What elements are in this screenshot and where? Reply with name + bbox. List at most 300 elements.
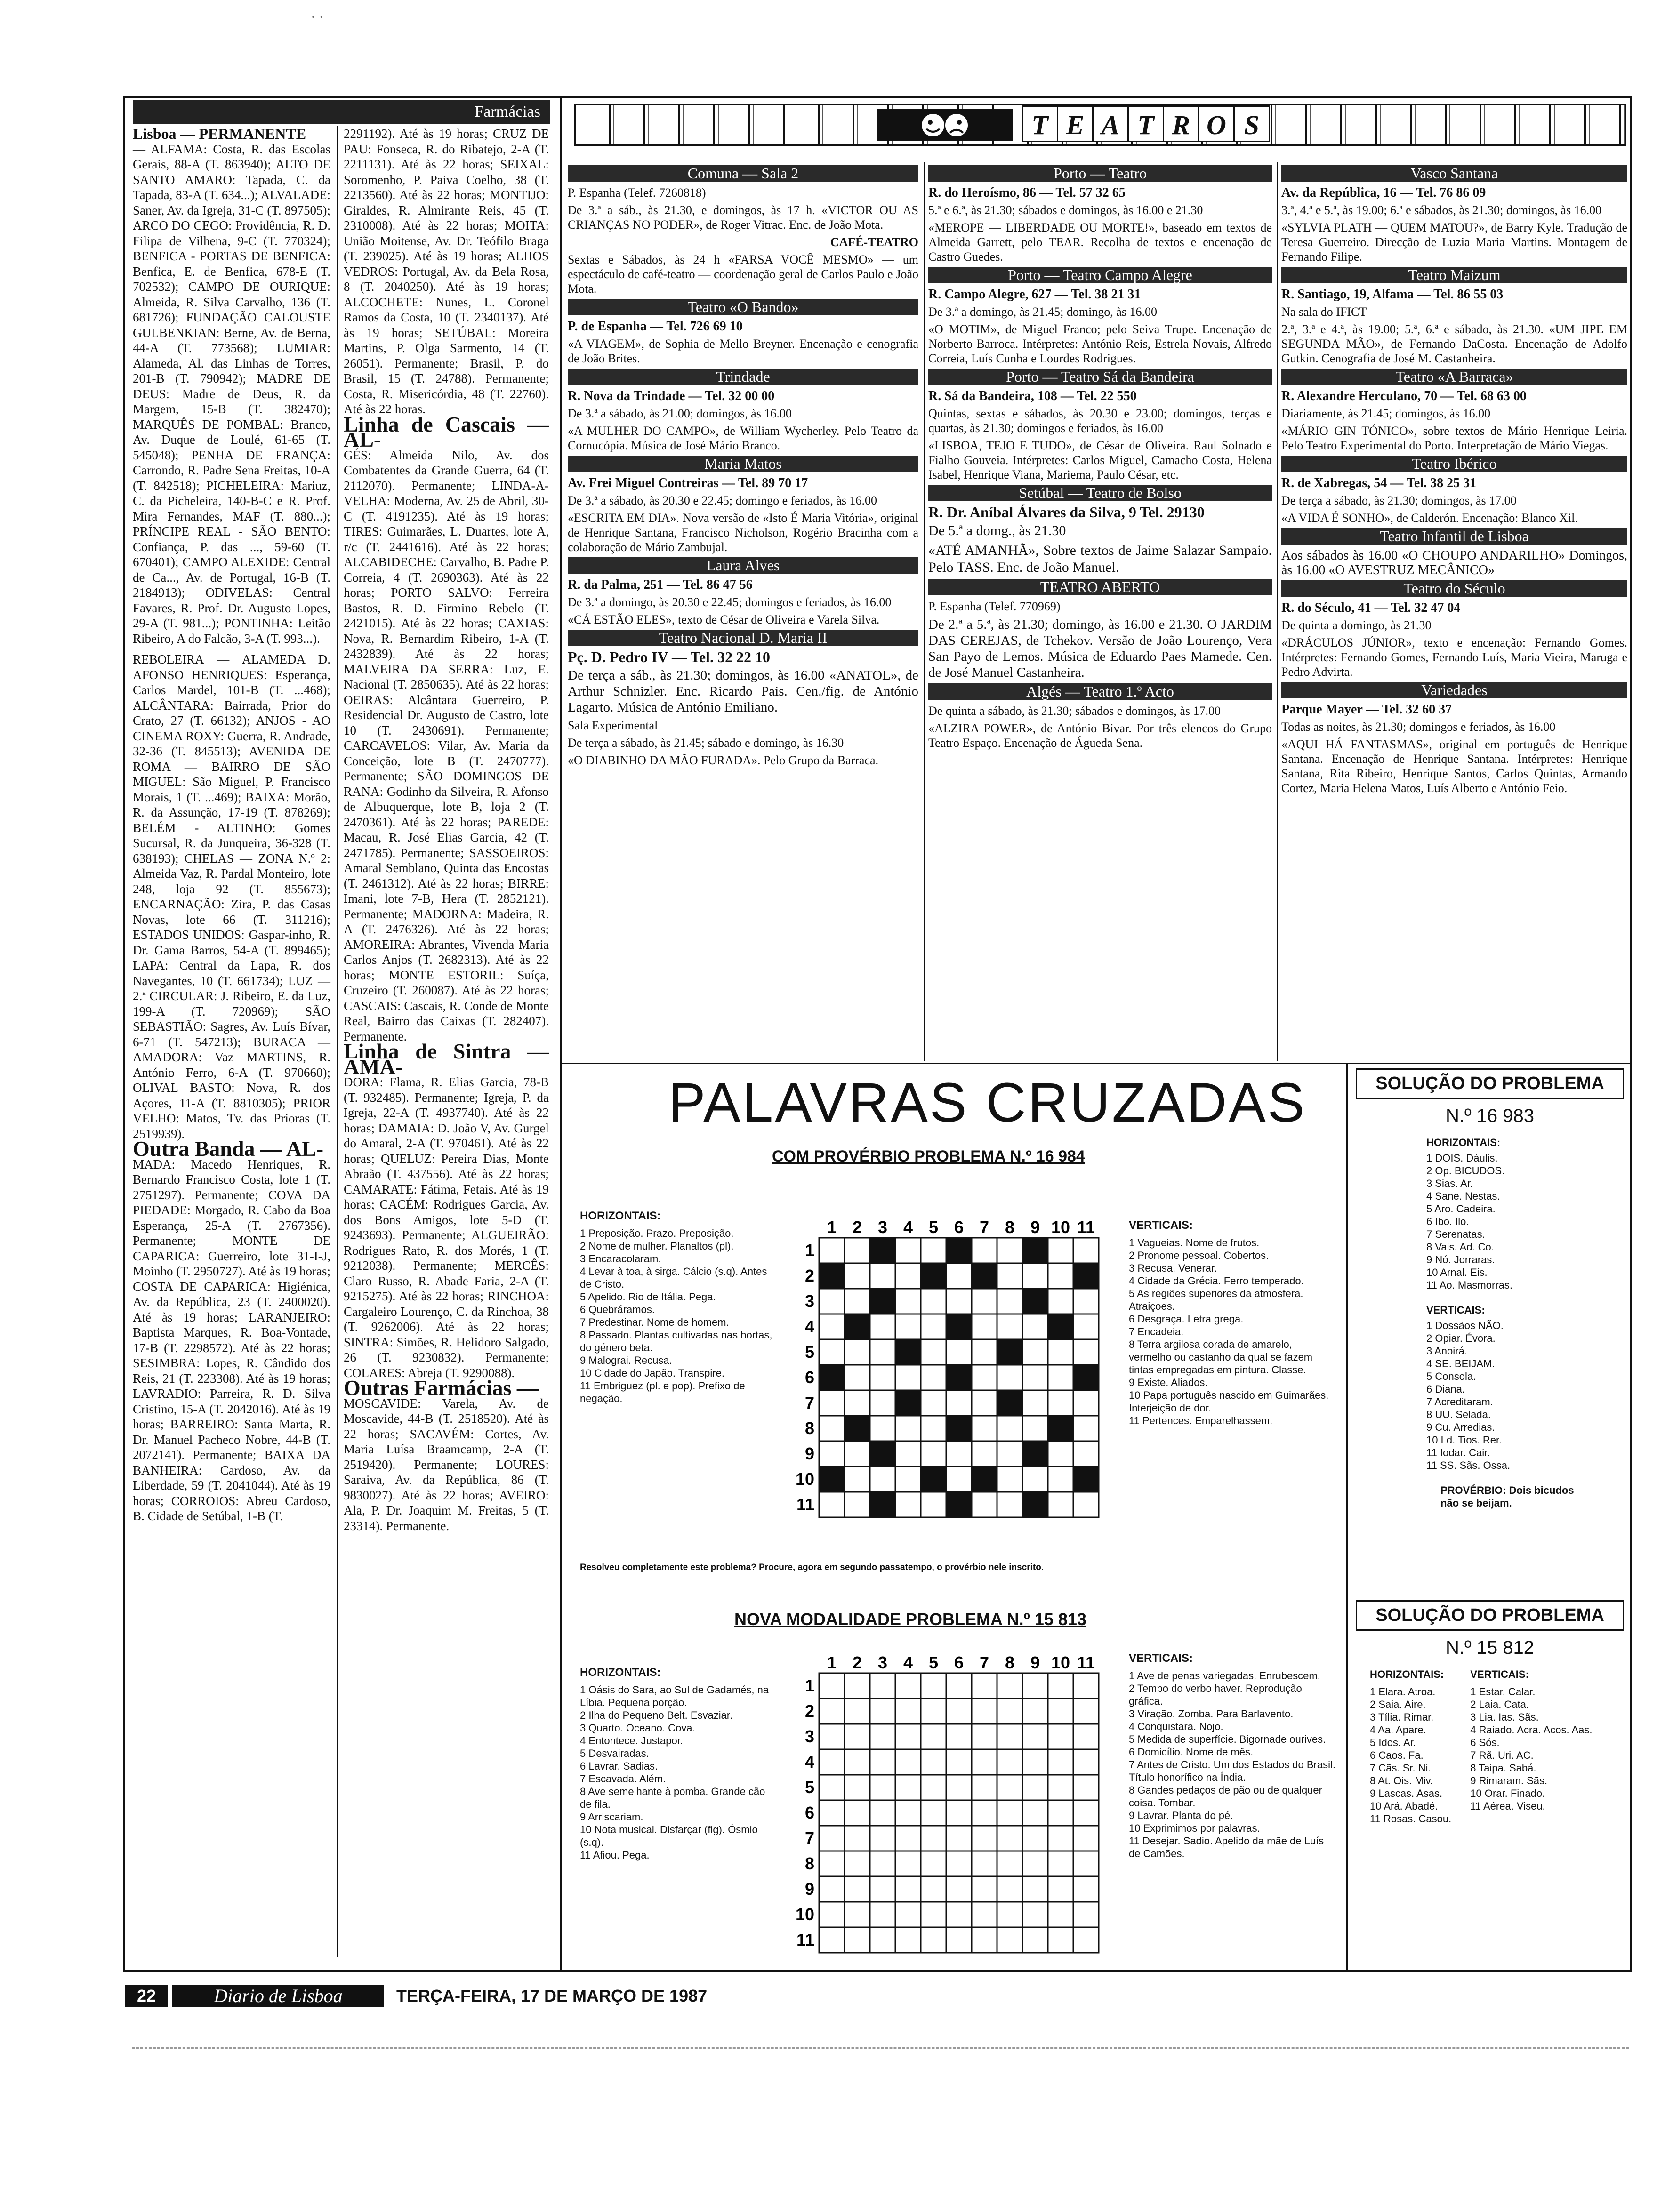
grid-cell[interactable] — [819, 1876, 845, 1902]
grid-cell[interactable] — [946, 1902, 972, 1927]
grid-cell[interactable] — [972, 1416, 997, 1441]
grid-cell[interactable] — [972, 1390, 997, 1416]
grid-cell[interactable] — [895, 1673, 921, 1699]
grid-cell[interactable] — [1022, 1876, 1048, 1902]
grid-cell[interactable] — [845, 1876, 870, 1902]
grid-cell[interactable] — [997, 1902, 1022, 1927]
grid-cell[interactable] — [1073, 1441, 1099, 1467]
grid-cell[interactable] — [819, 1492, 845, 1517]
clue-items — [580, 1683, 778, 1861]
list-item: 11 Rosas. Casou. — [1370, 1813, 1452, 1825]
grid-cell[interactable] — [845, 1724, 870, 1749]
grid-row-number: 10 — [796, 1469, 814, 1489]
puzzle-2-horizontal-clues — [580, 1666, 778, 1861]
grid-row-number: 1 — [804, 1241, 814, 1260]
grid-cell[interactable] — [870, 1699, 895, 1724]
grid-cell[interactable] — [946, 1699, 972, 1724]
grid-cell[interactable] — [972, 1724, 997, 1749]
grid-cell[interactable] — [1048, 1467, 1073, 1492]
grid-black-cell — [1022, 1238, 1048, 1263]
theatre-address: R. Santiago, 19, Alfama — Tel. 86 55 03 — [1281, 287, 1504, 302]
grid-cell[interactable] — [946, 1339, 972, 1365]
grid-cell[interactable] — [972, 1699, 997, 1724]
grid-cell[interactable] — [819, 1775, 845, 1800]
grid-cell[interactable] — [895, 1800, 921, 1826]
theatre-text: «SYLVIA PLATH — QUEM MATOU?», de Barry Kyle. Tradução de Teresa Guerreiro. Direcção de Luzia Maria Martins. Montagem de Fernando Filipe. — [1281, 221, 1627, 264]
grid-cell[interactable] — [1073, 1492, 1099, 1517]
grid-col-number: 9 — [1030, 1218, 1040, 1237]
grid-cell[interactable] — [997, 1416, 1022, 1441]
lisboa-listings-1: — ALFAMA: Costa, R. das Escolas Gerais, 88-A (T. 863940); ALTO DE SANTO AMARO: Tapada, C. da Tapada, 83-A (T. 634...); ALVALADE: Saner, Av. da Igreja, 31-C (T. 897505); ARCO DO CEGO: Providência, R. D. Filipa de Vilhena, 9-C (T. 770324); BENFICA - PORTAS DE BENFICA: Benfica, E. de Benfica, 678-E (T. 702532); CAMPO DE OURIQUE: Almeida, R. Silva Carvalho, 136 (T. 681726); FUNDAÇÃO CALOUSTE GULBENKIAN: Berne, Av. de Berna, 44-A (T. 773568); LUMIAR: Alameda, Al. das Linhas de Torres, 201-B (T. 790942); MADRE DE DEUS: Madre de Deus, R. da Margem, 15-B (T. 382470); MARQUÊS DE POMBAL: Branco, Av. Duque de Loulé, 61-65 (T. 545048); PENHA DE FRANÇA: Carrondo, R. Padre Sena Freitas, 10-A (T. 842518); PICHELEIRA: Mariuz, C. da Picheleira, 140-B-C e R. Prof. Mira Fernandes, MAF (T. 880...); PRÍNCIPE REAL - SÃO BENTO: Confiança, P. das ..., 59-60 (T. 670401); CAMPO ALEXIDE: Central de Ca..., Av. de Portugal, 16-B (T. 2184913); ODIVELAS: Central Favares, R. Prof. Dr. Augusto Lopes, 29-A (T. 981...); PONTINHA: Leitão Ribeiro, A do Falcão, 3-A (T. 993...). — [133, 142, 330, 646]
theatre-heading: Algés — Teatro 1.º Acto — [928, 683, 1272, 700]
grid-cell[interactable] — [921, 1826, 946, 1851]
grid-cell[interactable] — [997, 1851, 1022, 1876]
theatre-text: De 3.ª a domingo, às 21.45; domingo, às 16.00 — [928, 305, 1157, 319]
grid-cell[interactable] — [997, 1800, 1022, 1826]
grid-cell[interactable] — [895, 1927, 921, 1953]
grid-cell[interactable] — [870, 1365, 895, 1390]
grid-cell[interactable] — [946, 1775, 972, 1800]
grid-cell[interactable] — [1022, 1263, 1048, 1289]
grid-cell[interactable] — [1073, 1699, 1099, 1724]
grid-cell[interactable] — [845, 1441, 870, 1467]
theatre-heading: Porto — Teatro Sá da Bandeira — [928, 369, 1272, 385]
grid-cell[interactable] — [1073, 1314, 1099, 1339]
grid-cell[interactable] — [921, 1238, 946, 1263]
grid-cell[interactable] — [1048, 1724, 1073, 1749]
grid-cell[interactable] — [845, 1851, 870, 1876]
grid-cell[interactable] — [845, 1902, 870, 1927]
grid-cell[interactable] — [870, 1724, 895, 1749]
theatre-address: R. Alexandre Herculano, 70 — Tel. 68 63 00 — [1281, 389, 1527, 403]
grid-cell[interactable] — [946, 1724, 972, 1749]
theatre-heading: TEATRO ABERTO — [928, 579, 1272, 595]
puzzle-1-grid[interactable] — [796, 1214, 1120, 1525]
grid-cell[interactable] — [946, 1800, 972, 1826]
grid-cell[interactable] — [997, 1441, 1022, 1467]
grid-black-cell — [1022, 1492, 1048, 1517]
grid-cell[interactable] — [972, 1238, 997, 1263]
grid-cell[interactable] — [845, 1339, 870, 1365]
list-item: 4 Cidade da Grécia. Ferro temperado. — [1129, 1275, 1304, 1287]
grid-cell[interactable] — [870, 1902, 895, 1927]
grid-cell[interactable] — [1022, 1673, 1048, 1699]
grid-cell[interactable] — [819, 1339, 845, 1365]
grid-cell[interactable] — [870, 1390, 895, 1416]
grid-cell[interactable] — [1048, 1699, 1073, 1724]
grid-cell[interactable] — [870, 1826, 895, 1851]
grid-cell[interactable] — [997, 1673, 1022, 1699]
list-item: 6 Domicílio. Nome de mês. — [1129, 1746, 1254, 1758]
grid-cell[interactable] — [997, 1699, 1022, 1724]
grid-cell[interactable] — [946, 1441, 972, 1467]
grid-cell[interactable] — [819, 1699, 845, 1724]
grid-cell[interactable] — [819, 1314, 845, 1339]
grid-cell[interactable] — [1048, 1749, 1073, 1775]
grid-cell[interactable] — [1048, 1390, 1073, 1416]
grid-cell[interactable] — [1022, 1775, 1048, 1800]
grid-cell[interactable] — [921, 1365, 946, 1390]
list-item: 8 Terra argilosa corada de amarelo, vermelho ou castanho da qual se fazem tintas empregadas em pintura. Classe. — [1129, 1338, 1313, 1376]
theatre-text: «DRÁCULOS JÚNIOR», texto e encenação: Fernando Gomes. Intérpretes: Fernando Gomes, Fernando Luís, Maria Vieira, Maruga e Pedro Advirta. — [1281, 636, 1627, 679]
grid-cell[interactable] — [972, 1673, 997, 1699]
list-item: 7 Predestinar. Nome de homem. — [580, 1316, 729, 1328]
grid-cell[interactable] — [1073, 1673, 1099, 1699]
grid-cell[interactable] — [1048, 1927, 1073, 1953]
grid-cell[interactable] — [1022, 1467, 1048, 1492]
grid-cell[interactable] — [946, 1263, 972, 1289]
grid-cell[interactable] — [895, 1467, 921, 1492]
grid-cell[interactable] — [845, 1365, 870, 1390]
puzzle-2-grid[interactable] — [796, 1650, 1120, 1965]
list-item: 6 Sós. — [1470, 1737, 1500, 1748]
teatros-letter: R — [1163, 105, 1199, 142]
list-item: 5 Aro. Cadeira. — [1426, 1203, 1496, 1215]
grid-cell[interactable] — [1048, 1238, 1073, 1263]
grid-cell[interactable] — [946, 1390, 972, 1416]
grid-cell[interactable] — [819, 1724, 845, 1749]
grid-cell[interactable] — [1048, 1826, 1073, 1851]
list-item: 6 Lavrar. Sadias. — [580, 1760, 658, 1772]
grid-cell[interactable] — [819, 1800, 845, 1826]
theatre-heading: Comuna — Sala 2 — [568, 165, 918, 182]
grid-cell[interactable] — [845, 1492, 870, 1517]
grid-cell[interactable] — [946, 1289, 972, 1314]
theatre-infantil — [1281, 528, 1627, 577]
grid-cell[interactable] — [819, 1441, 845, 1467]
grid-cell[interactable] — [921, 1876, 946, 1902]
grid-cell[interactable] — [819, 1851, 845, 1876]
theatre-nacional — [568, 630, 918, 768]
list-item: 3 Viração. Zomba. Para Barlavento. — [1129, 1708, 1294, 1720]
grid-cell[interactable] — [1022, 1699, 1048, 1724]
theatre-heading: Teatro Nacional D. Maria II — [568, 630, 918, 646]
sintra-heading: Linha de Sintra — AMA- — [344, 1039, 549, 1079]
grid-cell[interactable] — [895, 1775, 921, 1800]
solution-items — [1370, 1685, 1451, 1825]
theatre-heading: Trindade — [568, 369, 918, 385]
grid-cell[interactable] — [1048, 1673, 1073, 1699]
grid-cell[interactable] — [972, 1851, 997, 1876]
grid-cell[interactable] — [845, 1826, 870, 1851]
grid-cell[interactable] — [1073, 1826, 1099, 1851]
grid-col-number: 8 — [1005, 1653, 1015, 1672]
grid-cell[interactable] — [972, 1365, 997, 1390]
grid-cell[interactable] — [946, 1467, 972, 1492]
outra-banda-listings: MADA: Macedo Henriques, R. Bernardo Francisco Costa, lote 1 (T. 2751297). Permanente; COVA DA PIEDADE: Morgado, R. Cabo da Boa Esperança, 25-A (T. 2767356). Permanente; MONTE DE CAPARICA: Guerreiro, lote 31-I-J, Moinho (T. 2950727). Até às 19 horas; COSTA DE CAPARICA: Higiénica, Av. da República, 23 (T. 2400020). Até às 19 horas; LARANJEIRO: Baptista Marques, R. Boa-Vontade, 17-B (T. 2298572). Até às 22 horas; SESIMBRA: Lopes, R. Cândido dos Reis, 21 (T. 223308). Até às 19 horas; LAVRADIO: Parreira, R. D. Silva Cristino, 15-A (T. 2042016). Até às 19 horas; BARREIRO: Santa Marta, R. Dr. Manuel Pacheco Nobre, 44-B (T. 2072141). Permanente; BAIXA DA BANHEIRA: Cardoso, Av. da Liberdade, 59 (T. 2041044). Até às 19 horas; CORROIOS: Abreu Cardoso, B. Cidade de Setúbal, 1-B (T. — [133, 1157, 330, 1523]
grid-cell[interactable] — [997, 1492, 1022, 1517]
grid-cell[interactable] — [1022, 1314, 1048, 1339]
grid-cell[interactable] — [845, 1800, 870, 1826]
grid-cell[interactable] — [972, 1902, 997, 1927]
theatre-address: Av. Frei Miguel Contreiras — Tel. 89 70 17 — [568, 476, 808, 490]
theatre-campo-alegre — [928, 267, 1272, 366]
grid-cell[interactable] — [1073, 1238, 1099, 1263]
grid-cell[interactable] — [946, 1749, 972, 1775]
grid-col-number: 3 — [877, 1218, 888, 1237]
grid-cell[interactable] — [921, 1441, 946, 1467]
grid-cell[interactable] — [997, 1289, 1022, 1314]
grid-cell[interactable] — [1022, 1365, 1048, 1390]
grid-cell[interactable] — [997, 1775, 1022, 1800]
grid-cell[interactable] — [921, 1289, 946, 1314]
grid-cell[interactable] — [819, 1238, 845, 1263]
grid-cell[interactable] — [1048, 1492, 1073, 1517]
grid-cell[interactable] — [845, 1749, 870, 1775]
grid-cell[interactable] — [1048, 1289, 1073, 1314]
grid-cell[interactable] — [997, 1365, 1022, 1390]
grid-cell[interactable] — [895, 1902, 921, 1927]
puzzle-2-title: NOVA MODALIDADE PROBLEMA N.º 15 813 — [734, 1610, 1086, 1629]
grid-cell[interactable] — [895, 1851, 921, 1876]
grid-cell[interactable] — [997, 1826, 1022, 1851]
grid-cell[interactable] — [1073, 1902, 1099, 1927]
grid-cell[interactable] — [870, 1339, 895, 1365]
grid-cell[interactable] — [921, 1673, 946, 1699]
grid-cell[interactable] — [845, 1467, 870, 1492]
grid-col-number: 1 — [827, 1653, 837, 1672]
list-item: 1 Preposição. Prazo. Preposição. — [580, 1227, 734, 1239]
grid-cell[interactable] — [972, 1749, 997, 1775]
theatre-text: Na sala do IFICT — [1281, 305, 1367, 319]
grid-cell[interactable] — [972, 1876, 997, 1902]
grid-cell[interactable] — [921, 1339, 946, 1365]
grid-cell[interactable] — [819, 1927, 845, 1953]
grid-cell[interactable] — [1048, 1365, 1073, 1390]
list-item: 11 Pertences. Emparelhassem. — [1129, 1415, 1273, 1427]
grid-cell[interactable] — [1048, 1851, 1073, 1876]
grid-cell[interactable] — [895, 1876, 921, 1902]
grid-cell[interactable] — [1073, 1339, 1099, 1365]
grid-cell[interactable] — [1073, 1927, 1099, 1953]
grid-cell[interactable] — [895, 1749, 921, 1775]
theatre-heading: Maria Matos — [568, 456, 918, 472]
grid-cell[interactable] — [895, 1365, 921, 1390]
grid-cell[interactable] — [1073, 1724, 1099, 1749]
grid-cell[interactable] — [870, 1851, 895, 1876]
grid-black-cell — [921, 1263, 946, 1289]
theatre-address: R. de Xabregas, 54 — Tel. 38 25 31 — [1281, 476, 1477, 490]
theatre-address: R. do Heroísmo, 86 — Tel. 57 32 65 — [928, 185, 1126, 200]
grid-cell[interactable] — [870, 1673, 895, 1699]
grid-cell[interactable] — [972, 1826, 997, 1851]
list-item: 8 UU. Selada. — [1426, 1409, 1491, 1420]
list-item: 2 Op. BICUDOS. — [1426, 1165, 1505, 1177]
theatre-text: «O MOTIM», de Miguel Franco; pelo Seiva Trupe. Encenação de Norberto Barroca. Intérpretes: António Reis, Estrela Novais, Alfredo Correia, Luís Cunha e Lourdes Rodrigues. — [928, 322, 1272, 365]
grid-cell[interactable] — [972, 1314, 997, 1339]
grid-cell[interactable] — [895, 1416, 921, 1441]
grid-cell[interactable] — [972, 1492, 997, 1517]
theatre-bottom-divider — [560, 1063, 1630, 1064]
grid-cell[interactable] — [972, 1775, 997, 1800]
grid-cell[interactable] — [1022, 1851, 1048, 1876]
grid-cell[interactable] — [895, 1263, 921, 1289]
solution-number: N.º 16 983 — [1445, 1106, 1535, 1126]
grid-cell[interactable] — [972, 1927, 997, 1953]
grid-cell[interactable] — [870, 1314, 895, 1339]
grid-cell[interactable] — [921, 1724, 946, 1749]
theatre-text: «ATÉ AMANHÃ», Sobre textos de Jaime Salazar Sampaio. Pelo TASS. Enc. de João Manuel. — [928, 543, 1272, 575]
grid-col-number: 9 — [1030, 1653, 1040, 1672]
grid-black-cell — [946, 1416, 972, 1441]
theatre-text: De 5.ª a domg., às 21.30 — [928, 523, 1066, 538]
clues-heading: VERTICAIS: — [1129, 1652, 1193, 1665]
grid-cell[interactable] — [1073, 1390, 1099, 1416]
grid-cell[interactable] — [921, 1390, 946, 1416]
grid-cell[interactable] — [845, 1263, 870, 1289]
grid-cell[interactable] — [997, 1238, 1022, 1263]
grid-cell[interactable] — [921, 1492, 946, 1517]
grid-cell[interactable] — [895, 1492, 921, 1517]
grid-cell[interactable] — [946, 1851, 972, 1876]
grid-cell[interactable] — [946, 1876, 972, 1902]
grid-cell[interactable] — [921, 1314, 946, 1339]
grid-cell[interactable] — [946, 1673, 972, 1699]
grid-cell[interactable] — [895, 1699, 921, 1724]
grid-cell[interactable] — [921, 1800, 946, 1826]
newspaper-brand: Diario de Lisboa — [172, 1985, 384, 2007]
grid-cell[interactable] — [972, 1441, 997, 1467]
grid-cell[interactable] — [819, 1902, 845, 1927]
grid-cell[interactable] — [870, 1927, 895, 1953]
grid-cell[interactable] — [921, 1902, 946, 1927]
grid-cell[interactable] — [870, 1775, 895, 1800]
grid-cell[interactable] — [921, 1851, 946, 1876]
grid-cell[interactable] — [870, 1416, 895, 1441]
theatre-address: R. da Palma, 251 — Tel. 86 47 56 — [568, 577, 753, 592]
grid-cell[interactable] — [1073, 1876, 1099, 1902]
grid-cell[interactable] — [870, 1263, 895, 1289]
grid-cell[interactable] — [1073, 1289, 1099, 1314]
list-item: 10 Papa português nascido em Guimarães. Interjeição de dor. — [1129, 1389, 1329, 1414]
grid-cell[interactable] — [921, 1775, 946, 1800]
grid-cell[interactable] — [819, 1416, 845, 1441]
grid-cell[interactable] — [972, 1339, 997, 1365]
grid-cell[interactable] — [819, 1289, 845, 1314]
grid-cell[interactable] — [1022, 1724, 1048, 1749]
grid-cell[interactable] — [1073, 1800, 1099, 1826]
grid-cell[interactable] — [870, 1467, 895, 1492]
grid-cell[interactable] — [895, 1238, 921, 1263]
grid-cell[interactable] — [845, 1673, 870, 1699]
grid-col-number: 2 — [852, 1653, 862, 1672]
grid-cell[interactable] — [845, 1775, 870, 1800]
grid-cell[interactable] — [997, 1314, 1022, 1339]
grid-cell[interactable] — [845, 1390, 870, 1416]
grid-cell[interactable] — [997, 1876, 1022, 1902]
grid-cell[interactable] — [1022, 1826, 1048, 1851]
grid-cell[interactable] — [895, 1441, 921, 1467]
solution-subheading: HORIZONTAIS: — [1370, 1668, 1444, 1680]
grid-cell[interactable] — [1048, 1902, 1073, 1927]
theatre-text: 5.ª e 6.ª, às 21.30; sábados e domingos, às 16.00 e 21.30 — [928, 203, 1203, 217]
grid-cell[interactable] — [921, 1699, 946, 1724]
list-item: 11 Iodar. Cair. — [1426, 1447, 1490, 1459]
grid-cell[interactable] — [819, 1673, 845, 1699]
grid-cell[interactable] — [1073, 1775, 1099, 1800]
grid-cell[interactable] — [1048, 1263, 1073, 1289]
grid-cell[interactable] — [997, 1927, 1022, 1953]
outra-banda-heading: Outra Banda — AL- — [133, 1137, 324, 1161]
grid-cell[interactable] — [1022, 1390, 1048, 1416]
theatre-address: R. Sá da Bandeira, 108 — Tel. 22 550 — [928, 389, 1137, 403]
grid-cell[interactable] — [895, 1314, 921, 1339]
grid-cell[interactable] — [997, 1467, 1022, 1492]
grid-cell[interactable] — [997, 1724, 1022, 1749]
grid-cell[interactable] — [1073, 1416, 1099, 1441]
grid-cell[interactable] — [819, 1390, 845, 1416]
list-item: 8 Passado. Plantas cultivadas nas hortas, do género beta. — [580, 1329, 772, 1354]
grid-cell[interactable] — [1073, 1851, 1099, 1876]
list-item: 4 Conquistara. Nojo. — [1129, 1721, 1223, 1732]
grid-col-number: 2 — [852, 1218, 862, 1237]
theatre-text: 2.ª, 3.ª e 4.ª, às 19.00; 5.ª, 6.ª e sábado, às 21.30. «UM JIPE EM SEGUNDA MÃO», de Fernando DaCosta. Encenação de Adolfo Gutkin. Cenografia de José M. Castanheira. — [1281, 322, 1627, 365]
grid-cell[interactable] — [972, 1289, 997, 1314]
grid-cell[interactable] — [870, 1800, 895, 1826]
list-item: 10 Orar. Finado. — [1470, 1787, 1545, 1799]
grid-cell[interactable] — [895, 1724, 921, 1749]
grid-cell[interactable] — [1048, 1775, 1073, 1800]
solution-subheading: VERTICAIS: — [1470, 1668, 1529, 1680]
grid-cell[interactable] — [1048, 1800, 1073, 1826]
grid-cell[interactable] — [870, 1749, 895, 1775]
grid-cell[interactable] — [870, 1876, 895, 1902]
grid-cell[interactable] — [845, 1238, 870, 1263]
grid-cell[interactable] — [1022, 1749, 1048, 1775]
grid-cell[interactable] — [1022, 1416, 1048, 1441]
grid-cell[interactable] — [819, 1826, 845, 1851]
theatre-text: «O DIABINHO DA MÃO FURADA». Pelo Grupo da Barraca. — [568, 753, 879, 767]
grid-cell[interactable] — [921, 1927, 946, 1953]
list-item: 5 Idos. Ar. — [1370, 1737, 1416, 1748]
theatre-text: Diariamente, às 21.45; domingos, às 16.00 — [1281, 407, 1491, 420]
grid-cell[interactable] — [1073, 1749, 1099, 1775]
grid-cell[interactable] — [845, 1699, 870, 1724]
grid-cell[interactable] — [1048, 1339, 1073, 1365]
grid-cell[interactable] — [997, 1263, 1022, 1289]
theatre-text: «ESCRITA EM DIA». Nova versão de «Isto É Maria Vitória», original de Henrique Santana, Francisco Nicholson, Rogério Bracinha com a colaboração de Mário Zambujal. — [568, 511, 918, 554]
grid-cell[interactable] — [921, 1416, 946, 1441]
outras-listings: MOSCAVIDE: Varela, Av. de Moscavide, 44-B (T. 2518520). Até às 22 horas; SACAVÉM: Cortes, Av. Maria Luísa Braamcamp, 2-A (T. 2519420). Permanente; LOURES: Saraiva, Av. da República, 86 (T. 9830027). Até às 22 horas; AVEIRO: Ala, P. Dr. Joaquim M. Freitas, 5 (T. 23314). Permanente. — [344, 1396, 549, 1533]
solution-number: N.º 15 812 — [1445, 1637, 1535, 1658]
grid-cell[interactable] — [845, 1289, 870, 1314]
grid-cell[interactable] — [895, 1289, 921, 1314]
grid-cell[interactable] — [1048, 1876, 1073, 1902]
list-item: 3 Quarto. Oceano. Cova. — [580, 1722, 695, 1734]
grid-cell[interactable] — [972, 1800, 997, 1826]
grid-cell[interactable] — [819, 1749, 845, 1775]
grid-cell[interactable] — [921, 1749, 946, 1775]
grid-cell[interactable] — [946, 1826, 972, 1851]
grid-cell[interactable] — [1022, 1902, 1048, 1927]
grid-col-number: 8 — [1005, 1218, 1015, 1237]
grid-cell[interactable] — [845, 1927, 870, 1953]
grid-cell[interactable] — [1022, 1339, 1048, 1365]
grid-cell[interactable] — [946, 1927, 972, 1953]
theatre-text: De 2.ª a 5.ª, às 21.30; domingo, às 16.00 e 21.30. O JARDIM DAS CEREJAS, de Tchekov. Versão de João Lourenço, Vera San Payo de Lemos. Música de Eduardo Paes Mamede. Cen. de José Manuel Castanheira. — [928, 617, 1272, 680]
list-item: 2 Tempo do verbo haver. Reprodução gráfica. — [1129, 1683, 1302, 1707]
grid-cell[interactable] — [1048, 1441, 1073, 1467]
grid-cell[interactable] — [1022, 1800, 1048, 1826]
list-item: 2 Opiar. Évora. — [1426, 1332, 1496, 1344]
teatros-letter: T — [1022, 105, 1058, 142]
grid-col-number: 6 — [954, 1653, 964, 1672]
theatre-text: «A MULHER DO CAMPO», de William Wycherley. Pelo Teatro da Cornucópia. Música de José Mário Branco. — [568, 424, 918, 452]
theatre-heading: Vasco Santana — [1281, 165, 1627, 182]
grid-cell[interactable] — [997, 1749, 1022, 1775]
grid-cell[interactable] — [895, 1826, 921, 1851]
grid-cell[interactable] — [1022, 1927, 1048, 1953]
